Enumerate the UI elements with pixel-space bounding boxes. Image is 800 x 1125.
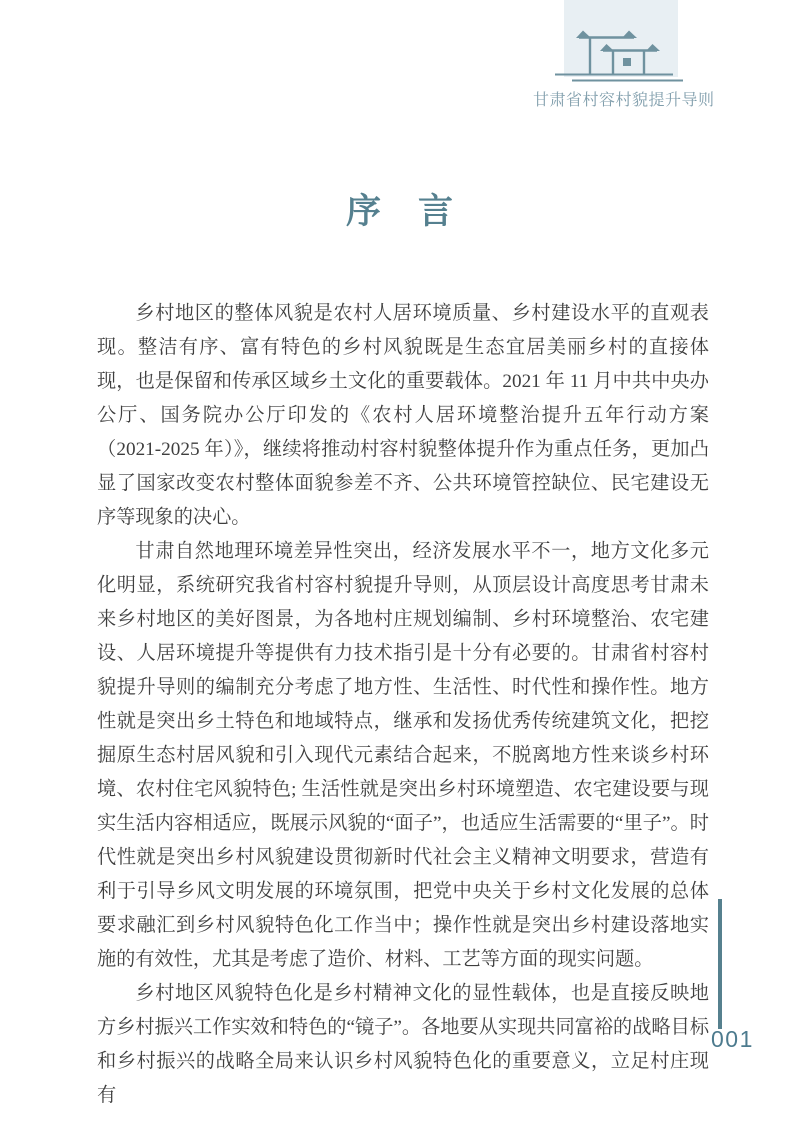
page-title: 序 言 [345, 192, 454, 231]
village-houses-icon [545, 0, 695, 86]
document-brand-title: 甘肃省村容村貌提升导则 [533, 92, 715, 109]
preface-paragraph: 乡村地区的整体风貌是农村人居环境质量、乡村建设水平的直观表现。整洁有序、富有特色的乡村风貌既是生态宜居美丽乡村的直接体现，也是保留和传承区域乡土文化的重要载体。2021 年 11 月中共中央办公厅、国务院办公厅印发的《农村人居环境整治提升五年行动方案（2021-2025 年）》，继续将推动村容村貌整体提升作为重点任务，更加凸显了国家改变农村整体面貌参差不齐、公共环境管控缺位、民宅建设无序等现象的决心。 [97, 303, 709, 528]
accent-bar [718, 899, 722, 1029]
preface-paragraph: 乡村地区风貌特色化是乡村精神文化的显性载体，也是直接反映地方乡村振兴工作实效和特色的“镜子”。各地要从实现共同富裕的战略目标和乡村振兴的战略全局来认识乡村风貌特色化的重要意义，立足村庄现有 [97, 983, 709, 1106]
preface-paragraph: 甘肃自然地理环境差异性突出，经济发展水平不一，地方文化多元化明显，系统研究我省村容村貌提升导则，从顶层设计高度思考甘肃未来乡村地区的美好图景，为各地村庄规划编制、乡村环境整治、农宅建设、人居环境提升等提供有力技术指引是十分有必要的。甘肃省村容村貌提升导则的编制充分考虑了地方性、生活性、时代性和操作性。地方性就是突出乡土特色和地域特点，继承和发扬优秀传统建筑文化，把挖掘原生态村居风貌和引入现代元素结合起来，不脱离地方性来谈乡村环境、农村住宅风貌特色; 生活性就是突出乡村环境塑造、农宅建设要与现实生活内容相适应，既展示风貌的“面子”，也适应生活需要的“里子”。时代性就是突出乡村风貌建设贯彻新时代社会主义精神文明要求，营造有利于引导乡风文明发展的环境氛围，把党中央关于乡村文化发展的总体要求融汇到乡村风貌特色化工作当中；操作性就是突出乡村建设落地实施的有效性，尤其是考虑了造价、材料、工艺等方面的现实问题。 [97, 541, 709, 970]
header-logo [533, 0, 720, 115]
page-number: 001 [711, 1026, 754, 1052]
preface-body [97, 297, 709, 1113]
